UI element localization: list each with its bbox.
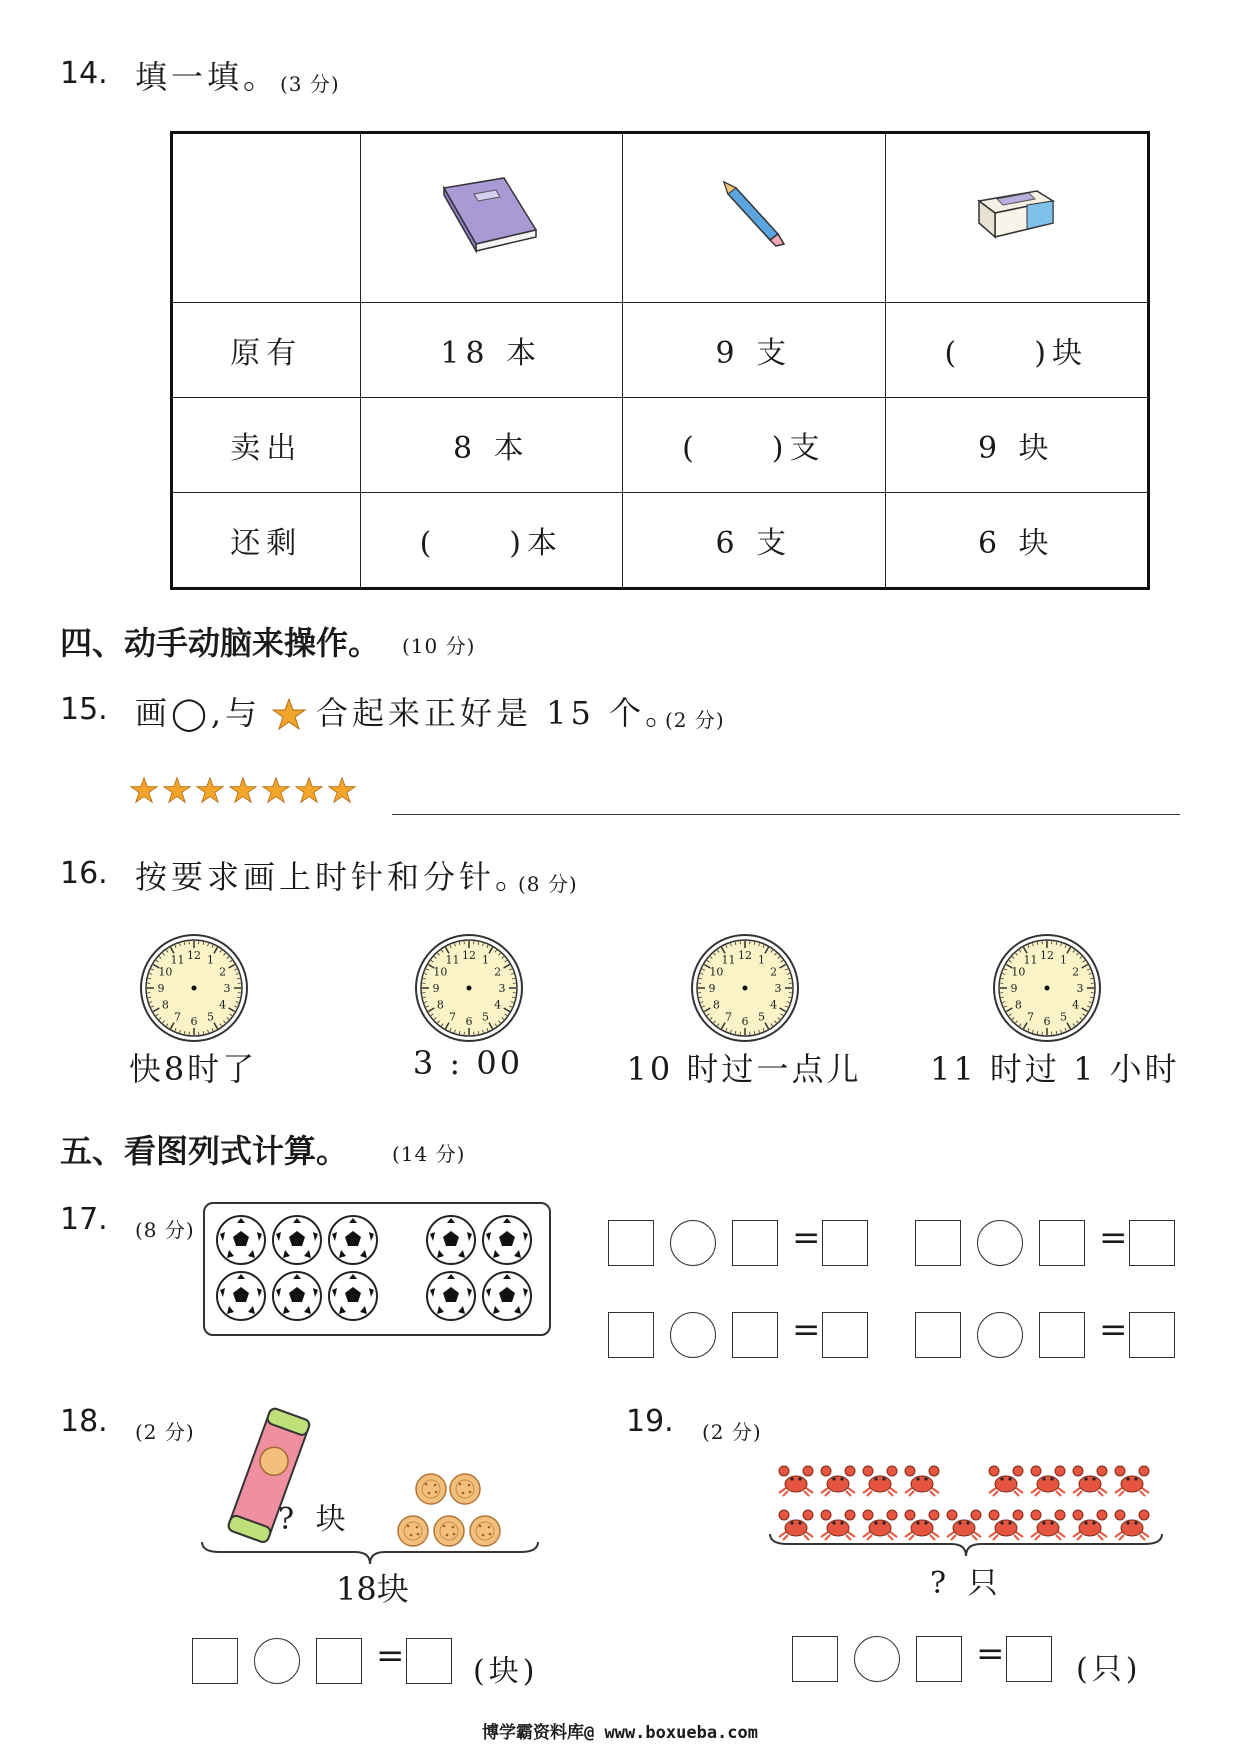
svg-text:9: 9 <box>708 982 716 995</box>
svg-text:12: 12 <box>738 949 752 962</box>
answer-box[interactable] <box>608 1220 654 1266</box>
star-row <box>130 776 360 806</box>
q18-total: 18块 <box>336 1570 409 1608</box>
q19-unit: (只) <box>1076 1652 1142 1687</box>
equals-sign: = <box>1099 1310 1128 1350</box>
answer-line[interactable] <box>392 814 1180 815</box>
answer-box[interactable] <box>822 1220 868 1266</box>
soccer-ball-icon <box>271 1214 323 1266</box>
cell-sold-eraser: 9 块 <box>885 398 1149 493</box>
operator-circle[interactable] <box>670 1220 716 1266</box>
section4-title: 四、动手动脑来操作。 <box>60 624 381 662</box>
q19-number: 19. <box>626 1404 674 1439</box>
q18-number: 18. <box>60 1404 108 1439</box>
answer-box[interactable] <box>792 1636 838 1682</box>
answer-box[interactable] <box>916 1636 962 1682</box>
soccer-ball-icon <box>215 1214 267 1266</box>
answer-box[interactable] <box>1006 1636 1052 1682</box>
svg-text:7: 7 <box>174 1010 181 1024</box>
eraser-cell <box>885 133 1149 303</box>
cell-sold-pencil[interactable]: ( )支 <box>623 398 885 493</box>
cell-remaining-pencil: 6 支 <box>623 493 885 589</box>
clock-icon <box>991 932 1103 1044</box>
section5-title: 五、看图列式计算。 <box>60 1132 349 1170</box>
star-icon <box>328 776 356 804</box>
star-icon <box>163 776 191 804</box>
svg-text:12: 12 <box>187 949 201 962</box>
answer-box[interactable] <box>608 1312 654 1358</box>
crab-icon <box>818 1462 858 1498</box>
clock-label: 11 时过 1 小时 <box>930 1050 1180 1088</box>
row-label-original: 原有 <box>172 303 361 398</box>
svg-text:2: 2 <box>1072 965 1080 979</box>
clock-icon <box>413 932 525 1044</box>
answer-box[interactable] <box>1039 1220 1085 1266</box>
q14-text: 填一填。 <box>135 58 280 96</box>
svg-text:4: 4 <box>219 998 227 1012</box>
answer-box[interactable] <box>732 1220 778 1266</box>
svg-text:2: 2 <box>219 965 227 979</box>
svg-text:8: 8 <box>161 998 169 1012</box>
fill-table <box>170 131 1150 590</box>
soccer-ball-icon <box>327 1214 379 1266</box>
q17-number: 17. <box>60 1202 108 1237</box>
answer-box[interactable] <box>1129 1312 1175 1358</box>
operator-circle[interactable] <box>254 1638 300 1684</box>
section4-points: (10 分) <box>402 634 476 658</box>
clock-label: 10 时过一点儿 <box>626 1050 862 1088</box>
equals-sign: = <box>792 1218 821 1258</box>
svg-text:3: 3 <box>498 982 506 995</box>
answer-box[interactable] <box>406 1638 452 1684</box>
svg-text:2: 2 <box>494 965 502 979</box>
operator-circle[interactable] <box>977 1220 1023 1266</box>
footer-watermark: 博学霸资料库@ www.boxueba.com <box>482 1723 758 1743</box>
svg-text:9: 9 <box>1010 982 1018 995</box>
clock-label: 3 : 00 <box>412 1044 524 1082</box>
star-icon <box>272 698 306 730</box>
q18-points: (2 分) <box>135 1420 195 1444</box>
operator-circle[interactable] <box>670 1312 716 1358</box>
book-icon <box>436 174 546 254</box>
svg-text:5: 5 <box>482 1010 489 1024</box>
svg-text:7: 7 <box>1027 1010 1034 1024</box>
crab-icon <box>986 1462 1026 1498</box>
cell-original-pencil: 9 支 <box>623 303 885 398</box>
equals-sign: = <box>792 1310 821 1350</box>
svg-text:1: 1 <box>1060 953 1067 967</box>
svg-text:8: 8 <box>1014 998 1022 1012</box>
svg-text:3: 3 <box>223 982 231 995</box>
soccer-ball-icon <box>425 1214 477 1266</box>
star-icon <box>130 776 158 804</box>
svg-text:5: 5 <box>1060 1010 1067 1024</box>
answer-box[interactable] <box>915 1312 961 1358</box>
svg-text:12: 12 <box>462 949 476 962</box>
svg-text:7: 7 <box>449 1010 456 1024</box>
svg-text:1: 1 <box>758 953 765 967</box>
svg-text:8: 8 <box>712 998 720 1012</box>
clock-face[interactable] <box>413 932 525 1048</box>
q15-number: 15. <box>60 692 108 727</box>
svg-text:12: 12 <box>1040 949 1054 962</box>
q18-unit: (块) <box>473 1654 539 1689</box>
clock-face[interactable] <box>991 932 1103 1048</box>
crab-icon <box>1070 1462 1110 1498</box>
svg-text:10: 10 <box>158 965 173 979</box>
clock-icon <box>138 932 250 1044</box>
svg-text:5: 5 <box>758 1010 765 1024</box>
svg-text:3: 3 <box>774 982 782 995</box>
svg-text:4: 4 <box>494 998 502 1012</box>
svg-text:6: 6 <box>190 1015 198 1028</box>
clock-label: 快8时了 <box>128 1050 258 1088</box>
soccer-ball-group <box>203 1202 547 1332</box>
svg-text:11: 11 <box>170 953 185 967</box>
svg-text:11: 11 <box>721 953 736 967</box>
cookie-icon <box>414 1472 448 1506</box>
svg-text:8: 8 <box>436 998 444 1012</box>
q15-text-b: 合起来正好是 15 个。 <box>316 694 682 732</box>
crab-icon <box>1112 1462 1152 1498</box>
svg-text:10: 10 <box>1011 965 1026 979</box>
book-cell <box>360 133 623 303</box>
q16-points: (8 分) <box>518 872 578 896</box>
q19-question: ? 只 <box>930 1566 1004 1601</box>
svg-text:11: 11 <box>445 953 460 967</box>
svg-text:4: 4 <box>1072 998 1080 1012</box>
star-icon <box>196 776 224 804</box>
svg-text:10: 10 <box>709 965 724 979</box>
cookie-icon <box>448 1472 482 1506</box>
pencil-cell <box>623 133 885 303</box>
operator-circle[interactable] <box>854 1636 900 1682</box>
soccer-ball-icon <box>425 1270 477 1322</box>
answer-box[interactable] <box>1129 1220 1175 1266</box>
svg-text:3: 3 <box>1076 982 1084 995</box>
soccer-ball-icon <box>481 1270 533 1322</box>
answer-box[interactable] <box>915 1220 961 1266</box>
clock-face[interactable] <box>138 932 250 1048</box>
eraser-icon <box>971 179 1061 249</box>
soccer-ball-icon <box>327 1270 379 1322</box>
row-label-remaining: 还剩 <box>172 493 361 589</box>
crab-icon <box>1028 1462 1068 1498</box>
answer-box[interactable] <box>732 1312 778 1358</box>
crab-icon <box>776 1462 816 1498</box>
q17-points: (8 分) <box>135 1218 195 1242</box>
cell-remaining-book[interactable]: ( )本 <box>360 493 623 589</box>
svg-text:6: 6 <box>465 1015 473 1028</box>
cell-remaining-eraser: 6 块 <box>885 493 1149 589</box>
equals-sign: = <box>1099 1218 1128 1258</box>
cell-sold-book: 8 本 <box>360 398 623 493</box>
q19-points: (2 分) <box>702 1420 762 1444</box>
svg-text:7: 7 <box>725 1010 732 1024</box>
operator-circle[interactable] <box>977 1312 1023 1358</box>
answer-box[interactable] <box>192 1638 238 1684</box>
answer-box[interactable] <box>822 1312 868 1358</box>
q15-points: (2 分) <box>665 708 725 732</box>
svg-text:1: 1 <box>207 953 214 967</box>
svg-text:6: 6 <box>741 1015 749 1028</box>
q18-question: ? 块 <box>278 1502 352 1537</box>
answer-box[interactable] <box>1039 1312 1085 1358</box>
equals-sign: = <box>376 1636 405 1676</box>
svg-text:5: 5 <box>207 1010 214 1024</box>
q15-text-a: 画◯,与 <box>135 694 261 732</box>
soccer-ball-icon <box>215 1270 267 1322</box>
pencil-icon <box>714 174 794 254</box>
svg-text:9: 9 <box>432 982 440 995</box>
svg-text:1: 1 <box>482 953 489 967</box>
svg-text:4: 4 <box>770 998 778 1012</box>
svg-text:11: 11 <box>1023 953 1038 967</box>
cell-original-book: 18 本 <box>360 303 623 398</box>
svg-text:6: 6 <box>1043 1015 1051 1028</box>
answer-box[interactable] <box>316 1638 362 1684</box>
table-corner-cell <box>172 133 361 303</box>
soccer-ball-icon <box>481 1214 533 1266</box>
crab-icon <box>902 1462 942 1498</box>
row-label-sold: 卖出 <box>172 398 361 493</box>
q14-number: 14. <box>60 56 108 91</box>
clock-face[interactable] <box>689 932 801 1048</box>
svg-text:9: 9 <box>157 982 165 995</box>
q16-text: 按要求画上时针和分针。 <box>135 858 532 896</box>
clock-icon <box>689 932 801 1044</box>
q16-number: 16. <box>60 856 108 891</box>
star-icon <box>262 776 290 804</box>
crab-icon <box>860 1462 900 1498</box>
equals-sign: = <box>976 1634 1005 1674</box>
cell-original-eraser[interactable]: ( )块 <box>885 303 1149 398</box>
svg-text:2: 2 <box>770 965 778 979</box>
section5-points: (14 分) <box>392 1142 466 1166</box>
soccer-ball-icon <box>271 1270 323 1322</box>
star-icon <box>229 776 257 804</box>
svg-text:10: 10 <box>433 965 448 979</box>
q14-points: (3 分) <box>280 72 340 96</box>
star-icon <box>295 776 323 804</box>
